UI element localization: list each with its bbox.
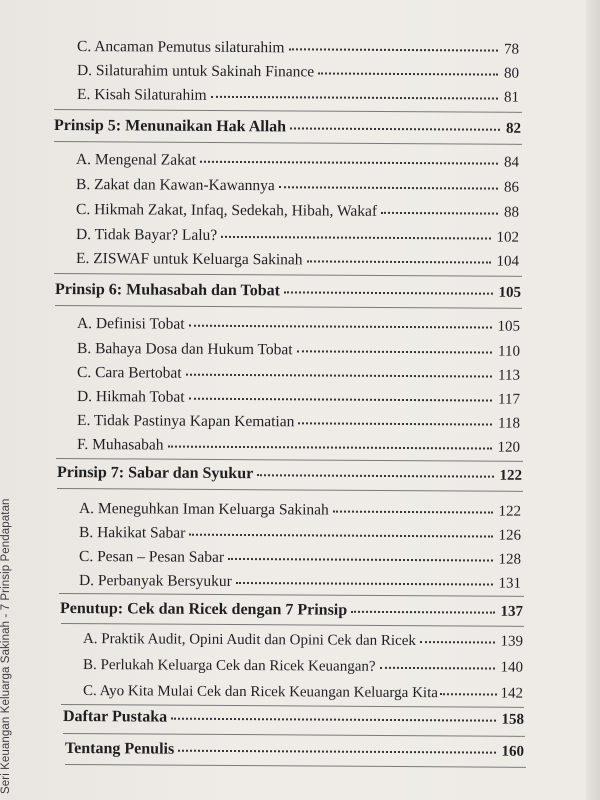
toc-entry [79,572,521,593]
toc-entry-title: C. Hikmah Zakat, Infaq, Sedekah, Hibah, Wakaf [75,201,378,220]
running-title-text: Seri Keuangan Keluarga Sakinah - 7 Prinsip Pendapatan [0,498,12,794]
toc-entry-title: C. Ancaman Pemutus silaturahim [76,38,285,57]
toc-entry [76,176,519,197]
toc-entry [77,412,520,433]
toc-entry-title: D. Hikmah Tobat [76,388,185,406]
toc-entry-title: E. ZISWAF untuk Keluarga Sakinah [75,250,303,269]
dot-leader [221,235,490,240]
dot-leader [420,640,495,643]
dot-leader [189,324,492,329]
toc-chapter [57,464,522,485]
toc-entry-page: 84 [503,154,520,171]
toc-entry-page: 80 [503,65,520,82]
toc-entry-title: A. Praktik Audit, Opini Audit dan Opini Cek dan Ricek [82,631,416,650]
toc-entry-page: 128 [498,551,522,568]
section-divider [54,141,522,145]
toc-entry-title: C. Pesan – Pesan Sabar [78,548,225,566]
toc-entry-page: 78 [503,41,520,58]
toc-entry [76,151,519,172]
toc-entry [76,226,519,247]
dot-leader [189,533,492,538]
toc-entry-page: 86 [503,179,520,196]
dot-leader [333,510,493,514]
toc-entry-page: 122 [498,503,522,520]
dot-leader [257,473,493,477]
toc-entry-title: B. Hakikat Sabar [78,524,186,542]
toc-chapter-title: Penutup: Cek dan Ricek dengan 7 Prinsip [59,600,348,619]
dot-leader [440,692,497,695]
toc-chapter [54,117,521,138]
toc-entry [76,201,519,222]
toc-entry-title: E. Kisah Silaturahim [76,86,207,104]
toc-entry-page: 139 [500,633,524,650]
section-divider [65,764,526,768]
toc-chapter-page: 160 [501,743,525,760]
toc-chapter-page: 122 [499,467,523,484]
toc-entry-title: C. Ayo Kita Mulai Cek dan Ricek Keuangan Keluarga Kita [82,683,438,702]
toc-chapter-title: Daftar Pustaka [62,708,168,726]
toc-entry [76,250,519,271]
dot-leader [200,160,498,165]
dot-leader [178,749,495,754]
toc-entry-page: 113 [497,367,521,384]
dot-leader [168,445,492,450]
toc-chapter [65,740,524,761]
toc-entry-title: D. Tidak Bayar? Lalu? [75,226,218,244]
toc-entry [79,548,521,569]
toc-entry-title: B. Perlukah Keluarga Cek dan Ricek Keuangan? [82,657,376,675]
toc-entry [83,630,523,651]
dot-leader [307,259,491,263]
dot-leader [236,581,493,586]
toc-chapter [60,600,523,621]
toc-entry-page: 117 [497,391,521,408]
toc-chapter [55,281,521,302]
toc-entry-title: E. Tidak Pastinya Kapan Kematian [76,412,295,431]
dot-leader [189,397,493,402]
toc-chapter-page: 105 [498,284,522,301]
toc-chapter-page: 158 [501,711,525,728]
dot-leader [297,349,492,353]
toc-entry [77,436,520,457]
toc-entry-page: 105 [497,318,521,335]
dot-leader [381,211,498,215]
toc-entry [77,364,520,385]
toc-entry [77,86,519,107]
toc-entry [77,38,519,59]
toc-entry-title: B. Zakat dan Kawan-Kawannya [75,176,275,195]
toc-entry-title: A. Meneguhkan Iman Keluarga Sakinah [78,500,329,519]
toc-entry-title: B. Bahaya Dosa dan Hukum Tobat [76,340,293,359]
toc-chapter-title: Prinsip 5: Menunaikan Hak Allah [53,117,287,136]
toc-entry-title: D. Silaturahim untuk Sakinah Finance [76,62,315,81]
dot-leader [284,290,493,294]
toc-entry [77,340,520,361]
toc-chapter [63,708,524,729]
toc-entry-page: 88 [503,204,520,221]
toc-entry [83,656,523,677]
toc-entry-page: 104 [496,253,520,270]
dot-leader [318,71,498,75]
section-divider [59,593,524,597]
toc-entry-page: 118 [497,415,521,432]
dot-leader [279,185,498,189]
dot-leader [211,95,498,100]
toc-entry-page: 142 [500,685,524,702]
section-divider [54,273,522,277]
section-divider [55,305,522,309]
toc-chapter-page: 137 [500,603,524,620]
section-divider [61,704,524,708]
toc-chapter-page: 82 [505,120,522,137]
dot-leader [171,717,495,722]
toc-entry-page: 81 [503,89,520,106]
section-divider [54,109,522,113]
dot-leader [351,610,494,614]
toc-chapter-title: Prinsip 6: Muhasabah dan Tobat [54,281,281,300]
toc-entry [77,315,520,336]
toc-entry-page: 140 [500,659,524,676]
toc-entry-page: 110 [497,343,521,360]
dot-leader [288,47,497,51]
toc-entry [83,682,523,703]
toc-entry-title: A. Mengenal Zakat [75,151,197,169]
toc-entry-title: D. Perbanyak Bersyukur [78,572,232,590]
dot-leader [380,666,495,670]
dot-leader [228,557,492,562]
toc-entry [77,62,519,83]
section-divider [61,623,524,627]
toc-entry [77,388,520,409]
toc-chapter-title: Tentang Penulis [64,740,175,758]
section-divider [57,488,523,492]
toc-entry-page: 120 [497,439,521,456]
toc-entry-page: 126 [498,527,522,544]
dot-leader [290,126,500,130]
toc-entry-page: 131 [498,575,522,592]
toc-entry-title: C. Cara Bertobat [76,364,182,382]
toc-entry-title: A. Definisi Tobat [76,315,185,333]
dot-leader [298,421,492,425]
toc-chapter-title: Prinsip 7: Sabar dan Syukur [56,464,254,483]
section-divider [56,458,523,462]
toc-entry [79,500,521,521]
toc-entry-page: 102 [496,229,520,246]
dot-leader [186,373,492,378]
section-divider [63,733,525,737]
toc-entry [79,524,521,545]
toc-entry-title: F. Muhasabah [76,436,164,454]
